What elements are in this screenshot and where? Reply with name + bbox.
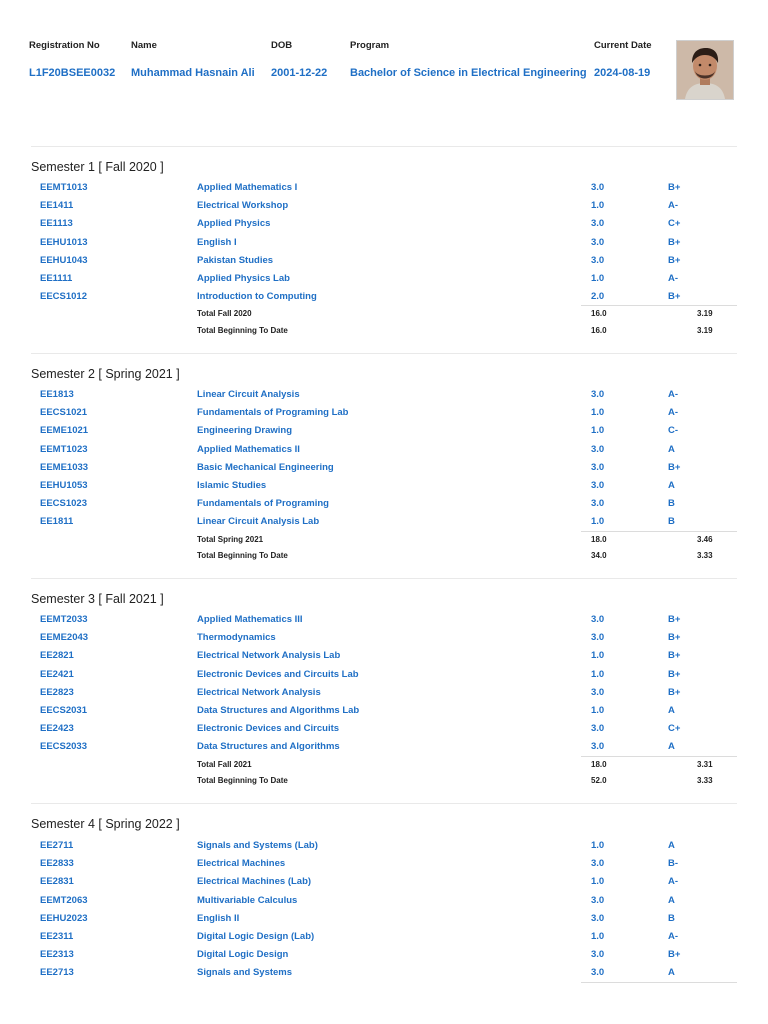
course-title: Applied Mathematics III [197, 614, 303, 625]
course-code: EE2821 [40, 650, 74, 662]
course-title: Introduction to Computing [197, 291, 317, 303]
course-grade: A- [668, 273, 679, 284]
course-grade: B- [668, 858, 679, 870]
total-row [31, 309, 737, 325]
course-row[interactable] [31, 876, 737, 894]
course-title: Pakistan Studies [197, 254, 274, 266]
total-row [31, 535, 737, 551]
course-credit: 3.0 [591, 182, 605, 193]
course-code: EEMT2033 [40, 614, 88, 625]
course-credit: 1.0 [591, 425, 605, 437]
course-code: EE2833 [40, 858, 74, 870]
course-grade: B+ [668, 291, 681, 303]
course-grade: B+ [668, 632, 681, 644]
course-code: EEME2043 [40, 632, 89, 644]
course-credit: 3.0 [591, 480, 605, 491]
program-label: Program [350, 40, 390, 51]
semester-divider [31, 803, 737, 804]
course-code: EECS2031 [40, 705, 88, 716]
course-grade: A [668, 443, 675, 455]
course-grade: B [668, 912, 675, 924]
total-row [31, 326, 737, 342]
course-credit: 3.0 [591, 894, 605, 906]
course-credit: 1.0 [591, 840, 605, 851]
registration-value: L1F20BSEE0032 [29, 67, 116, 79]
total-label: Total Beginning To Date [197, 551, 288, 561]
course-code: EECS1012 [40, 291, 88, 303]
totals-divider [581, 756, 737, 757]
course-row[interactable] [31, 949, 737, 967]
course-code: EE2711 [40, 840, 74, 851]
dob-label: DOB [271, 40, 293, 51]
course-credit: 3.0 [591, 389, 605, 400]
course-credit: 1.0 [591, 668, 605, 680]
course-row[interactable] [31, 931, 737, 949]
course-grade: A [668, 480, 675, 491]
semester-title: Semester 4 [ Spring 2022 ] [31, 817, 180, 831]
course-row[interactable] [31, 614, 737, 632]
semester-divider [31, 146, 737, 147]
course-grade: B+ [668, 668, 681, 680]
semester-title: Semester 1 [ Fall 2020 ] [31, 160, 164, 174]
course-code: EE1113 [40, 218, 73, 230]
course-title: Applied Physics Lab [197, 273, 290, 284]
total-gpa: 3.19 [697, 309, 713, 319]
course-credit: 3.0 [591, 218, 605, 230]
course-row[interactable] [31, 650, 737, 668]
course-row[interactable] [31, 273, 737, 291]
course-credit: 3.0 [591, 967, 605, 979]
course-row[interactable] [31, 200, 737, 218]
course-title: Applied Mathematics II [197, 443, 300, 455]
course-credit: 1.0 [591, 931, 605, 942]
course-row[interactable] [31, 723, 737, 741]
course-row[interactable] [31, 255, 737, 273]
course-credit: 1.0 [591, 705, 605, 716]
totals-divider [581, 531, 737, 532]
course-row[interactable] [31, 407, 737, 425]
course-code: EE1813 [40, 389, 74, 400]
course-grade: A [668, 894, 675, 906]
course-title: Applied Mathematics I [197, 182, 298, 193]
total-gpa: 3.19 [697, 325, 713, 335]
registration-label: Registration No [29, 40, 100, 51]
course-credit: 1.0 [591, 273, 605, 284]
course-credit: 3.0 [591, 723, 605, 735]
course-grade: B+ [668, 461, 681, 473]
course-title: Electrical Workshop [197, 200, 289, 212]
total-label: Total Fall 2020 [197, 309, 252, 319]
course-title: English I [197, 236, 237, 248]
course-grade: B+ [668, 254, 681, 266]
course-grade: A [668, 705, 675, 716]
total-credit: 52.0 [591, 776, 607, 786]
course-row[interactable] [31, 967, 737, 985]
course-credit: 3.0 [591, 461, 605, 473]
student-header [0, 0, 768, 110]
course-row[interactable] [31, 425, 737, 443]
course-row[interactable] [31, 895, 737, 913]
course-code: EE2423 [40, 723, 74, 735]
course-grade: B+ [668, 182, 681, 193]
course-grade: B+ [668, 650, 681, 662]
course-credit: 1.0 [591, 876, 605, 888]
course-code: EEME1021 [40, 425, 89, 437]
course-credit: 3.0 [591, 858, 605, 870]
course-code: EEHU2023 [40, 912, 88, 924]
course-row[interactable] [31, 669, 737, 687]
course-row[interactable] [31, 840, 737, 858]
course-grade: B+ [668, 949, 681, 961]
course-code: EECS1021 [40, 407, 88, 419]
course-title: Digital Logic Design [197, 949, 289, 961]
total-row [31, 776, 737, 792]
course-title: Data Structures and Algorithms [197, 741, 340, 753]
course-title: Data Structures and Algorithms Lab [197, 705, 360, 716]
course-code: EE1411 [40, 200, 74, 212]
total-row [31, 551, 737, 567]
total-credit: 34.0 [591, 551, 607, 561]
course-row[interactable] [31, 444, 737, 462]
total-gpa: 3.33 [697, 551, 713, 561]
course-credit: 2.0 [591, 291, 605, 303]
course-title: Multivariable Calculus [197, 894, 298, 906]
course-title: Electrical Machines [197, 858, 286, 870]
course-title: Signals and Systems (Lab) [197, 840, 318, 851]
course-code: EE2421 [40, 668, 74, 680]
course-credit: 3.0 [591, 498, 605, 510]
semester-divider [31, 578, 737, 579]
course-credit: 3.0 [591, 686, 605, 698]
name-label: Name [131, 40, 157, 51]
course-title: Thermodynamics [197, 632, 276, 644]
course-credit: 1.0 [591, 650, 605, 662]
course-credit: 1.0 [591, 200, 605, 212]
course-row[interactable] [31, 913, 737, 931]
course-code: EEMT1013 [40, 182, 88, 193]
course-code: EE2311 [40, 931, 74, 942]
total-label: Total Fall 2021 [197, 759, 252, 769]
course-credit: 3.0 [591, 741, 605, 753]
course-title: Electronic Devices and Circuits [197, 723, 340, 735]
total-credit: 16.0 [591, 309, 607, 319]
course-grade: A [668, 967, 675, 979]
course-row[interactable] [31, 705, 737, 723]
course-code: EE2313 [40, 949, 74, 961]
course-row[interactable] [31, 516, 737, 534]
course-row[interactable] [31, 218, 737, 236]
course-code: EEHU1053 [40, 480, 88, 491]
total-label: Total Beginning To Date [197, 776, 288, 786]
course-title: English II [197, 912, 240, 924]
total-gpa: 3.31 [697, 759, 713, 769]
course-row[interactable] [31, 632, 737, 650]
total-row [31, 760, 737, 776]
course-grade: B [668, 498, 675, 510]
course-code: EEMT2063 [40, 894, 88, 906]
course-grade: B [668, 516, 675, 528]
course-row[interactable] [31, 741, 737, 759]
course-credit: 1.0 [591, 516, 605, 528]
course-code: EE2831 [40, 876, 74, 888]
semester-title: Semester 3 [ Fall 2021 ] [31, 592, 164, 606]
total-credit: 18.0 [591, 534, 607, 544]
total-credit: 16.0 [591, 325, 607, 335]
course-title: Digital Logic Design (Lab) [197, 931, 315, 942]
course-row[interactable] [31, 480, 737, 498]
name-value: Muhammad Hasnain Ali [131, 67, 255, 79]
course-code: EE2823 [40, 686, 74, 698]
course-title: Linear Circuit Analysis [197, 389, 300, 400]
course-code: EECS2033 [40, 741, 88, 753]
course-title: Islamic Studies [197, 480, 267, 491]
course-title: Signals and Systems [197, 967, 293, 979]
total-gpa: 3.33 [697, 776, 713, 786]
course-title: Linear Circuit Analysis Lab [197, 516, 320, 528]
totals-divider [581, 305, 737, 306]
total-label: Total Beginning To Date [197, 325, 288, 335]
course-row[interactable] [31, 858, 737, 876]
course-code: EE2713 [40, 967, 74, 979]
course-code: EEHU1043 [40, 254, 88, 266]
course-credit: 3.0 [591, 614, 605, 625]
course-credit: 3.0 [591, 949, 605, 961]
course-grade: C+ [668, 723, 681, 735]
course-title: Applied Physics [197, 218, 271, 230]
course-grade: A- [668, 200, 679, 212]
course-credit: 3.0 [591, 632, 605, 644]
course-title: Fundamentals of Programing [197, 498, 329, 510]
total-label: Total Spring 2021 [197, 534, 264, 544]
course-code: EE1111 [40, 273, 73, 284]
course-row[interactable] [31, 389, 737, 407]
course-title: Engineering Drawing [197, 425, 293, 437]
course-row[interactable] [31, 237, 737, 255]
course-code: EEMT1023 [40, 443, 88, 455]
course-credit: 1.0 [591, 407, 605, 419]
course-grade: C+ [668, 218, 681, 230]
course-code: EE1811 [40, 516, 74, 528]
total-gpa: 3.46 [697, 534, 713, 544]
course-credit: 3.0 [591, 236, 605, 248]
course-grade: A- [668, 876, 679, 888]
course-row[interactable] [31, 687, 737, 705]
course-title: Fundamentals of Programing Lab [197, 407, 349, 419]
dob-value: 2001-12-22 [271, 67, 328, 79]
course-grade: A- [668, 931, 679, 942]
course-grade: C- [668, 425, 679, 437]
course-grade: B+ [668, 614, 681, 625]
course-credit: 3.0 [591, 254, 605, 266]
course-code: EEHU1013 [40, 236, 88, 248]
course-title: Electrical Network Analysis Lab [197, 650, 341, 662]
course-title: Electrical Network Analysis [197, 686, 321, 698]
course-grade: A- [668, 407, 679, 419]
student-photo [676, 40, 734, 100]
course-code: EEME1033 [40, 461, 89, 473]
course-row[interactable] [31, 291, 737, 309]
course-row[interactable] [31, 462, 737, 480]
course-credit: 3.0 [591, 443, 605, 455]
course-title: Electrical Machines (Lab) [197, 876, 312, 888]
course-grade: B+ [668, 686, 681, 698]
course-credit: 3.0 [591, 912, 605, 924]
total-credit: 18.0 [591, 759, 607, 769]
current-date-label: Current Date [594, 40, 652, 51]
program-value: Bachelor of Science in Electrical Engineering [350, 67, 587, 79]
course-code: EECS1023 [40, 498, 88, 510]
totals-divider [581, 982, 737, 983]
semester-divider [31, 353, 737, 354]
course-row[interactable] [31, 182, 737, 200]
course-grade: B+ [668, 236, 681, 248]
current-date-value: 2024-08-19 [594, 67, 651, 79]
course-grade: A [668, 840, 675, 851]
course-row[interactable] [31, 498, 737, 516]
course-title: Basic Mechanical Engineering [197, 461, 334, 473]
course-grade: A [668, 741, 675, 753]
semester-title: Semester 2 [ Spring 2021 ] [31, 367, 180, 381]
course-title: Electronic Devices and Circuits Lab [197, 668, 359, 680]
course-grade: A- [668, 389, 679, 400]
